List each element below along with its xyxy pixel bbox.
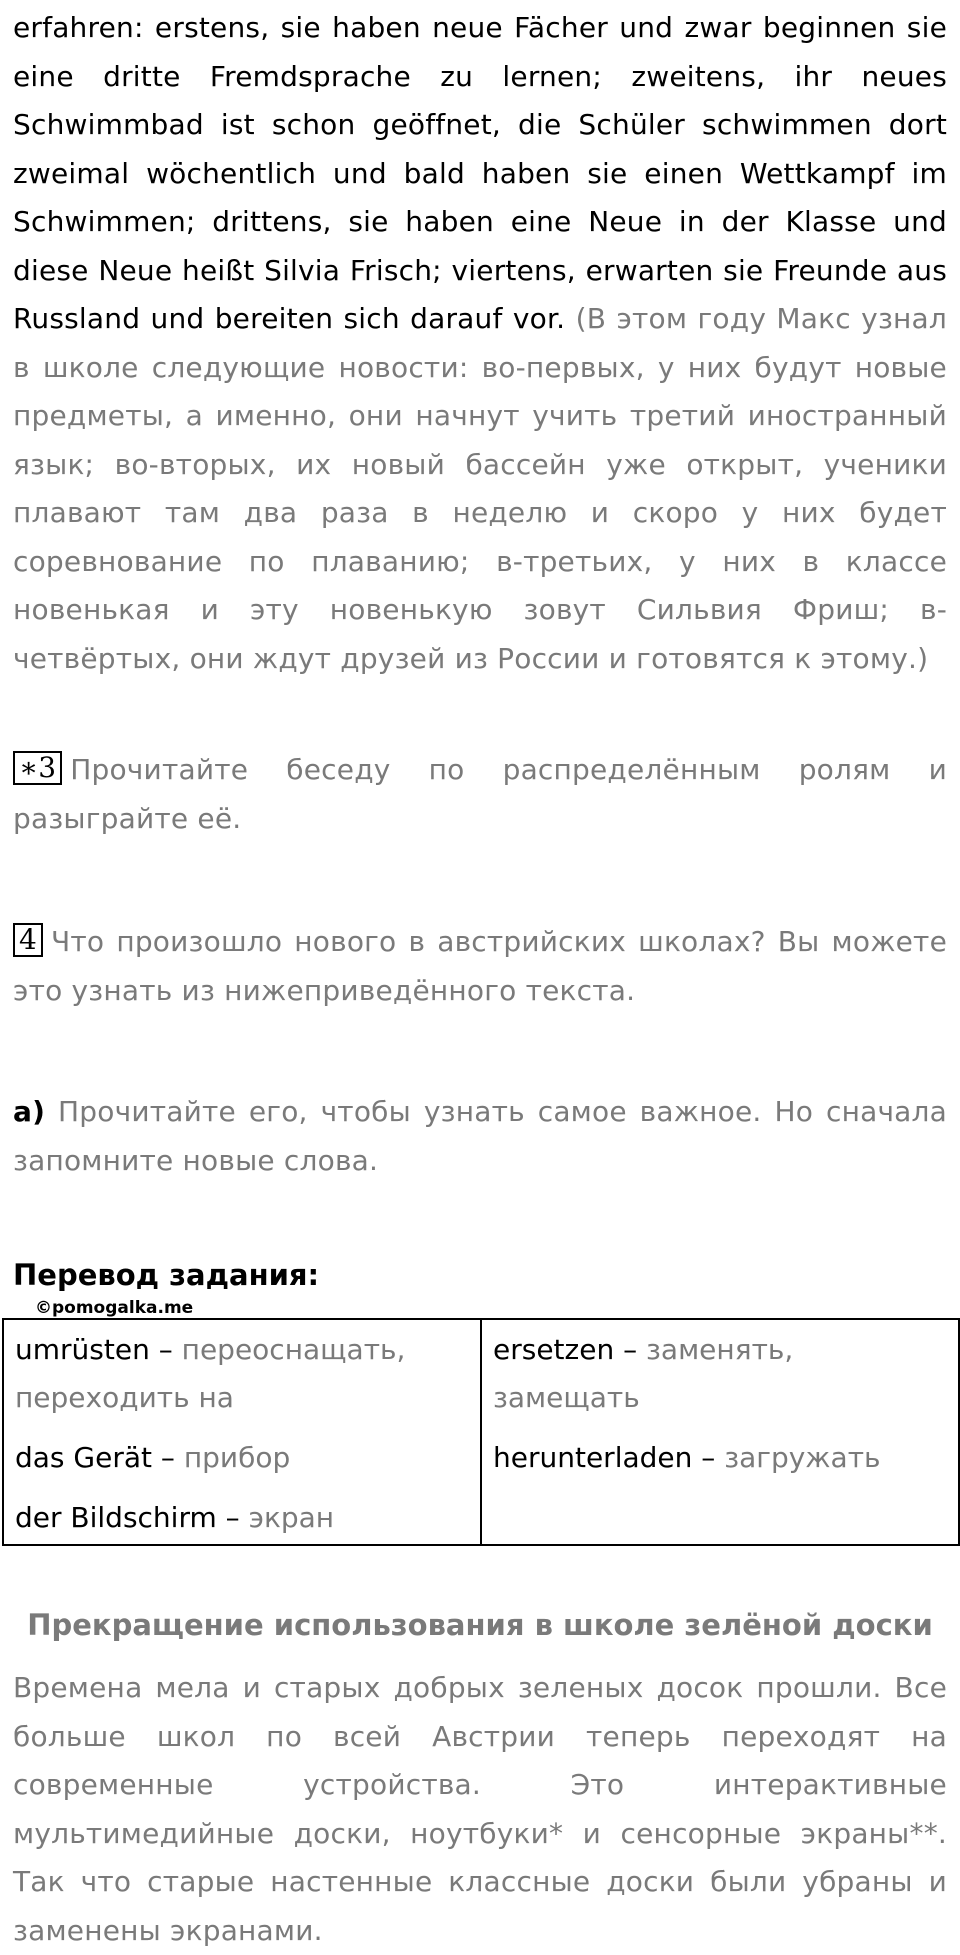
- exercise-4: [13, 918, 947, 1015]
- vocab-russian: загружать: [724, 1441, 881, 1474]
- vocab-russian: экран: [248, 1501, 335, 1534]
- german-text: erfahren: erstens, sie haben neue Fächer und zwar beginnen sie eine dritte Fremdsprache zu lernen; zweitens, ihr neues Schwimmbad ist schon geöffnet, die Schüler schwimmen dort zweimal wöchentlich und bald haben sie einen Wettkampf im Schwimmen; drittens, sie haben eine Neue in der Klasse und diese Neue heißt Silvia Frisch; viertens, erwarten sie Freunde aus Russland und bereiten sich darauf vor.: [13, 11, 947, 335]
- vocab-german: der Bildschirm: [15, 1501, 217, 1534]
- vocab-dash: –: [149, 1333, 182, 1366]
- intro-paragraph: [13, 4, 947, 683]
- vocab-german: herunterladen: [493, 1441, 693, 1474]
- exercise-4-text: Что произошло нового в австрийских школах? Вы можете это узнать из нижеприведённого текста.: [13, 925, 947, 1007]
- vocab-russian: заменять, замещать: [493, 1333, 794, 1414]
- exercise-a: [13, 1088, 947, 1185]
- vocab-entry: [15, 1434, 470, 1482]
- exercise-a-label: а): [13, 1095, 46, 1128]
- vocab-dash: –: [614, 1333, 647, 1366]
- vocab-german: umrüsten: [15, 1333, 150, 1366]
- vocabulary-left-column: [3, 1319, 481, 1545]
- russian-translation: (В этом году Макс узнал в школе следующие новости: во-первых, у них будут новые предметы, а именно, они начнут учить третий иностранный язык; во-вторых, их новый бассейн уже открыт, ученики плавают там два раза в неделю и скоро у них будет соревнование по плаванию; в-третьих, у них в классе новенькая и эту новенькую зовут Сильвия Фриш; в-четвёртых, они ждут друзей из России и готовятся к этому.): [13, 302, 947, 675]
- vocabulary-table: [2, 1318, 960, 1546]
- vocab-entry: [493, 1326, 948, 1422]
- vocab-entry: [493, 1434, 948, 1482]
- vocab-dash: –: [692, 1441, 725, 1474]
- vocab-russian: переоснащать, переходить на: [15, 1333, 406, 1414]
- watermark: ©pomogalka.me: [35, 1298, 194, 1318]
- vocabulary-right-column: [481, 1319, 959, 1545]
- exercise-number-4: 4: [13, 923, 43, 957]
- vocab-entry: [15, 1494, 470, 1542]
- article-title: Прекращение использования в школе зелёной доски: [27, 1608, 933, 1642]
- vocab-russian: прибор: [183, 1441, 291, 1474]
- exercise-3: [13, 746, 947, 843]
- exercise-number-3: ∗3: [13, 751, 62, 785]
- vocab-entry: [15, 1326, 470, 1422]
- vocab-dash: –: [216, 1501, 249, 1534]
- translation-heading: Перевод задания:: [13, 1258, 320, 1292]
- exercise-3-text: Прочитайте беседу по распределённым ролям и разыграйте её.: [13, 753, 947, 835]
- vocab-german: das Gerät: [15, 1441, 152, 1474]
- exercise-a-text: Прочитайте его, чтобы узнать самое важное. Но сначала запомните новые слова.: [13, 1095, 947, 1177]
- vocab-dash: –: [152, 1441, 184, 1474]
- article-body: Времена мела и старых добрых зеленых досок прошли. Все больше школ по всей Австрии теперь переходят на современные устройства. Это интерактивные мультимедийные доски, ноутбуки* и сенсорные экраны**. Так что старые настенные классные доски были убраны и заменены экранами.: [13, 1671, 947, 1947]
- vocab-german: ersetzen: [493, 1333, 615, 1366]
